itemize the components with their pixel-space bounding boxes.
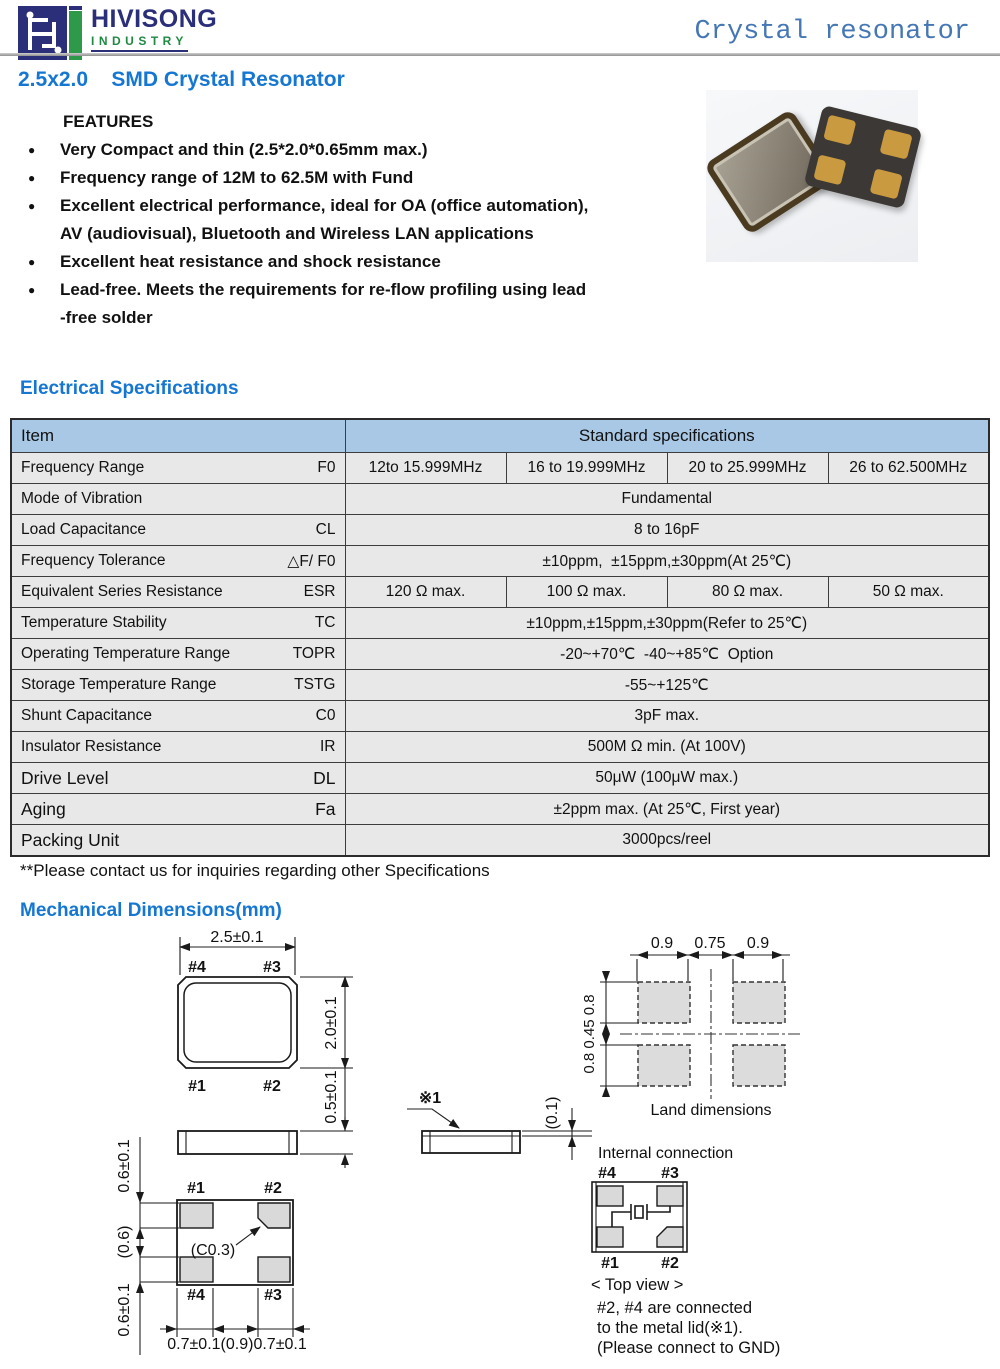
bottom-view-drawing — [116, 1137, 310, 1355]
mechanical-drawings — [0, 925, 1000, 1369]
spec-value: 16 to 19.999MHz — [506, 453, 667, 484]
spec-value: 80 Ω max. — [667, 577, 828, 608]
spec-item-symbol: F0 — [317, 459, 336, 476]
land-dimensions-drawing — [581, 935, 800, 1119]
table-row — [11, 577, 989, 608]
brand-name: HIVISONG — [91, 5, 218, 33]
pad-label: #4 — [188, 959, 206, 976]
brand-subtitle: INDUSTRY — [91, 34, 188, 52]
feature-item: ● Excellent heat resistance and shock resistance — [28, 248, 693, 276]
bullet-icon: ● — [28, 143, 36, 157]
table-header-row — [11, 419, 989, 453]
table-row — [11, 670, 989, 701]
spec-item-symbol: TC — [314, 614, 336, 631]
spec-value: -55~+125℃ — [345, 670, 989, 701]
spec-item-symbol: △F/ F0 — [287, 552, 336, 570]
spec-item-name: Frequency Range — [21, 459, 145, 476]
spec-value: 50 Ω max. — [828, 577, 989, 608]
spec-item-name: Aging — [21, 798, 66, 819]
internal-connection-note: to the metal lid(※1). — [597, 1319, 743, 1337]
lid-detail-drawing — [407, 1090, 592, 1160]
document-title: Crystal resonator — [694, 17, 970, 47]
spec-value: Fundamental — [345, 484, 989, 515]
pad-label: #1 — [187, 1180, 205, 1197]
dim-package-height: 2.0±0.1 — [323, 996, 340, 1050]
spec-value: 3000pcs/reel — [345, 825, 989, 857]
spec-item-symbol: C0 — [315, 707, 336, 724]
spec-item-name: Mode of Vibration — [21, 490, 143, 507]
spec-item-name: Storage Temperature Range — [21, 676, 217, 693]
page-title: 2.5x2.0 SMD Crystal Resonator — [18, 68, 345, 91]
gold-pad — [823, 115, 856, 146]
mechanical-dimensions-heading: Mechanical Dimensions(mm) — [20, 900, 282, 921]
column-header-standard-specifications: Standard specifications — [345, 419, 989, 453]
feature-item: ● Very Compact and thin (2.5*2.0*0.65mm max.) — [28, 136, 693, 164]
feature-item-continuation: AV (audiovisual), Bluetooth and Wireless LAN applications — [60, 224, 534, 243]
dim-pad-pitch: 0.7±0.1(0.9)0.7±0.1 — [167, 1336, 307, 1353]
spec-item-symbol: Fa — [315, 798, 336, 819]
pad-label: #1 — [601, 1255, 619, 1272]
table-row — [11, 515, 989, 546]
lid-reference-label: ※1 — [418, 1090, 442, 1107]
table-row — [11, 825, 989, 857]
spec-item-symbol: CL — [315, 521, 336, 538]
spec-value: 500M Ω min. (At 100V) — [345, 732, 989, 763]
internal-connection-note: #2, #4 are connected — [597, 1299, 753, 1317]
chamfer-label: (C0.3) — [190, 1242, 236, 1259]
dim-land-width-left: 0.9 — [650, 935, 674, 952]
dim-package-width: 2.5±0.1 — [210, 929, 264, 946]
spec-item-symbol: TOPR — [292, 645, 336, 662]
spec-value: 26 to 62.500MHz — [828, 453, 989, 484]
spec-item-name: Load Capacitance — [21, 521, 146, 538]
table-row — [11, 763, 989, 794]
gold-pad — [813, 154, 846, 185]
table-row — [11, 453, 989, 484]
spec-item-name: Insulator Resistance — [21, 738, 162, 755]
pad-label: #4 — [187, 1287, 205, 1304]
pad-label: #2 — [264, 1180, 282, 1197]
spec-item-symbol: ESR — [303, 583, 336, 600]
top-view-drawing — [178, 929, 353, 1168]
pad-label: #2 — [263, 1078, 281, 1095]
feature-item: ● Excellent electrical performance, ideal for OA (office automation), — [28, 192, 693, 220]
spec-value: 3pF max. — [345, 701, 989, 732]
dim-thickness: 0.5±0.1 — [323, 1070, 340, 1124]
table-row — [11, 484, 989, 515]
table-footnote: **Please contact us for inquiries regarding other Specifications — [20, 861, 490, 880]
spec-item-name: Frequency Tolerance — [21, 552, 166, 569]
dim-pad-height-bottom: 0.6±0.1 — [116, 1283, 133, 1337]
pad-label: #3 — [263, 959, 281, 976]
spec-value: ±10ppm,±15ppm,±30ppm(Refer to 25℃) — [345, 608, 989, 639]
feature-item: ● Frequency range of 12M to 62.5M with Fund — [28, 164, 693, 192]
bullet-icon: ● — [28, 255, 36, 269]
dim-pad-gap: (0.6) — [116, 1225, 133, 1259]
internal-connection-drawing — [591, 1145, 780, 1357]
spec-value: -20~+70℃ -40~+85℃ Option — [345, 639, 989, 670]
bullet-icon: ● — [28, 199, 36, 213]
feature-item-continuation: -free solder — [60, 308, 153, 327]
bullet-icon: ● — [28, 171, 36, 185]
features-heading: FEATURES — [63, 112, 154, 131]
dim-pad-height-top: 0.6±0.1 — [116, 1139, 133, 1193]
spec-item-name: Operating Temperature Range — [21, 645, 231, 662]
company-logo — [18, 6, 217, 60]
dim-land-heights: 0.8 0.45 0.8 — [581, 994, 598, 1074]
spec-value: 50μW (100μW max.) — [345, 763, 989, 794]
company-logo-icon — [18, 6, 82, 60]
electrical-specifications-table — [10, 418, 990, 857]
table-row — [11, 546, 989, 577]
table-row — [11, 701, 989, 732]
spec-item-name: Shunt Capacitance — [21, 707, 152, 724]
pad-label: #4 — [598, 1165, 616, 1182]
table-row — [11, 639, 989, 670]
top-view-caption: < Top view > — [591, 1276, 684, 1294]
spec-value: 120 Ω max. — [345, 577, 506, 608]
spec-item-symbol: DL — [313, 767, 336, 788]
spec-item-name: Temperature Stability — [21, 614, 167, 631]
spec-value: ±2ppm max. (At 25℃, First year) — [345, 794, 989, 825]
table-row — [11, 732, 989, 763]
land-dimensions-caption: Land dimensions — [650, 1102, 772, 1119]
spec-item-name: Drive Level — [21, 767, 109, 788]
column-header-item: Item — [11, 419, 345, 453]
electrical-specifications-heading: Electrical Specifications — [20, 378, 239, 399]
feature-item: ● Lead-free. Meets the requirements for re-flow profiling using lead — [28, 276, 693, 304]
side-view-drawing — [178, 1131, 297, 1154]
internal-connection-title: Internal connection — [598, 1145, 734, 1162]
header-divider — [0, 53, 1000, 56]
dim-land-width-right: 0.9 — [746, 935, 770, 952]
pad-label: #3 — [661, 1165, 679, 1182]
bullet-icon: ● — [28, 283, 36, 297]
spec-item-symbol: TSTG — [294, 676, 336, 693]
spec-value: 20 to 25.999MHz — [667, 453, 828, 484]
pad-label: #2 — [661, 1255, 679, 1272]
table-row — [11, 794, 989, 825]
dim-land-gap: 0.75 — [694, 935, 726, 952]
product-photo — [706, 90, 918, 262]
table-row — [11, 608, 989, 639]
dim-lid-thickness: (0.1) — [544, 1096, 561, 1130]
spec-value: 100 Ω max. — [506, 577, 667, 608]
features-section — [28, 112, 693, 332]
spec-value: 8 to 16pF — [345, 515, 989, 546]
pad-label: #1 — [188, 1078, 206, 1095]
crystal-package-pads-photo — [804, 105, 923, 209]
spec-value: ±10ppm, ±15ppm,±30ppm(At 25℃) — [345, 546, 989, 577]
spec-item-symbol: IR — [320, 738, 336, 755]
spec-value: 12to 15.999MHz — [345, 453, 506, 484]
gold-pad — [879, 129, 912, 160]
spec-item-name: Equivalent Series Resistance — [21, 583, 223, 600]
spec-item-name: Packing Unit — [21, 829, 120, 850]
gold-pad — [870, 168, 903, 199]
internal-connection-note: (Please connect to GND) — [597, 1339, 781, 1357]
pad-label: #3 — [264, 1287, 282, 1304]
